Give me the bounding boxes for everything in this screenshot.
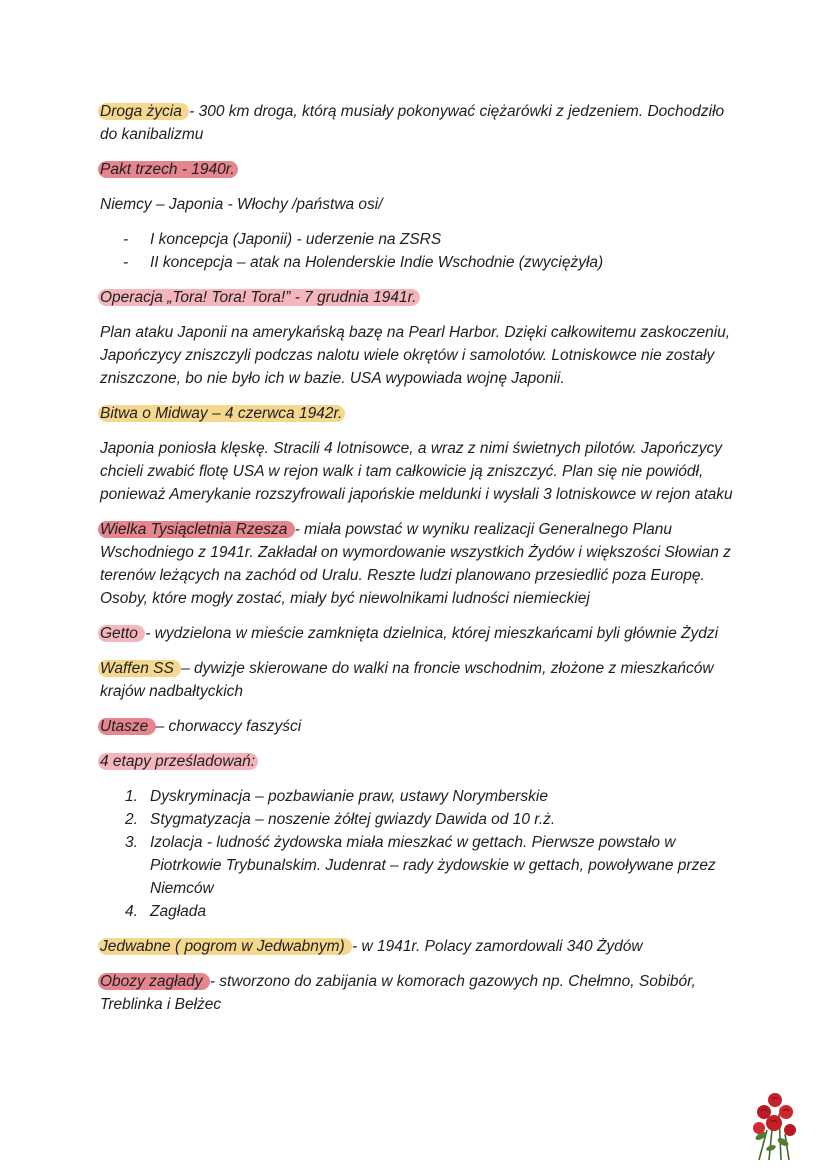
midway-heading [100, 402, 740, 425]
droga-term: Droga życia [98, 103, 189, 120]
pakt-intro: Niemcy – Japonia - Włochy /państwa osi/ [100, 196, 383, 213]
droga-paragraph [100, 100, 740, 146]
list-item: - II koncepcja – atak na Holenderskie Indie Wschodnie (zwyciężyła) [100, 251, 740, 274]
list-text: Dyskryminacja – pozbawianie praw, ustawy Norymberskie [150, 788, 548, 805]
list-item [100, 785, 740, 808]
etapy-term: 4 etapy prześladowań: [98, 753, 258, 770]
list-item [100, 900, 740, 923]
jedwabne-text: - w 1941r. Polacy zamordowali 340 Żydów [351, 938, 643, 955]
waffen-paragraph [100, 657, 740, 703]
operacja-text: Plan ataku Japonii na amerykańską bazę na Pearl Harbor. Dzięki całkowitemu zaskoczeniu, Japończycy zniszczyli podczas nalotu wiele okrętów i samolotów. Lotniskowce nie zostały zniszczone, bo nie było ich w bazie. USA wypowiada wojnę Japonii. [100, 324, 731, 387]
jedwabne-paragraph [100, 935, 740, 958]
utasze-text: – chorwaccy faszyści [155, 718, 302, 735]
operacja-heading [100, 286, 740, 309]
waffen-term: Waffen SS [98, 660, 181, 677]
list-number: 1. [125, 788, 138, 805]
roses-icon [745, 1090, 803, 1162]
list-text: Izolacja - ludność żydowska miała mieszkać w gettach. Pierwsze powstało w Piotrkowie Trybunalskim. Judenrat – rady żydowskie w gettach, powoływane przez Niemców [150, 834, 716, 897]
utasze-term: Utasze [98, 718, 156, 735]
obozy-paragraph [100, 970, 740, 1016]
droga-text: - 300 km droga, którą musiały pokonywać ciężarówki z jedzeniem. Dochodziło do kanibalizmu [100, 103, 725, 143]
getto-term: Getto [98, 625, 145, 642]
getto-paragraph [100, 622, 740, 645]
document-page [100, 100, 740, 1016]
obozy-term: Obozy zagłady [98, 973, 210, 990]
rzesza-term: Wielka Tysiącletnia Rzesza [98, 521, 295, 538]
list-item [100, 831, 740, 900]
obozy-text: - stworzono do zabijania w komorach gazowych np. Chełmno, Sobibór, Treblinka i Bełżec [100, 973, 696, 1013]
pakt-heading [100, 158, 740, 181]
midway-text: Japonia poniosła klęskę. Stracili 4 lotnisowce, a wraz z nimi świetnych pilotów. Japończycy chcieli zwabić flotę USA w rejon walk i tam całkowicie ją zniszczyć. Plan się nie powiódł, ponieważ Amerykanie rozszyfrowali japońskie meldunki i wysłali 3 lotniskowce w rejon ataku [100, 440, 733, 503]
list-number: 3. [125, 834, 138, 851]
rzesza-text: - miała powstać w wyniku realizacji Generalnego Planu Wschodniego z 1941r. Zakładał on wymordowanie wszystkich Żydów i większości Słowian z terenów leżących na zachód od Uralu. Reszte ludzi planowano przesiedlić poza Europę. Osoby, które mogły zostać, miały być niewolnikami ludności niemieckiej [100, 521, 731, 607]
etapy-list [100, 785, 740, 923]
list-text: Stygmatyzacja – noszenie żółtej gwiazdy Dawida od 10 r.ż. [150, 811, 556, 828]
getto-text: - wydzielona w mieście zamknięta dzielnica, której mieszkańcami byli głównie Żydzi [145, 625, 719, 642]
utasze-paragraph [100, 715, 740, 738]
rzesza-paragraph [100, 518, 740, 610]
list-item: - I koncepcja (Japonii) - uderzenie na ZSRS [100, 228, 740, 251]
etapy-heading [100, 750, 740, 773]
list-item [100, 808, 740, 831]
operacja-term: Operacja „Tora! Tora! Tora!” - 7 grudnia 1941r. [98, 289, 420, 306]
midway-term: Bitwa o Midway – 4 czerwca 1942r. [98, 405, 345, 422]
pakt-term: Pakt trzech - 1940r. [98, 161, 238, 178]
list-text: Zagłada [150, 903, 207, 920]
list-number: 4. [125, 903, 138, 920]
jedwabne-term: Jedwabne ( pogrom w Jedwabnym) [98, 938, 352, 955]
waffen-text: – dywizje skierowane do walki na froncie wschodnim, złożone z mieszkańców krajów nadbałtyckich [100, 660, 714, 700]
list-number: 2. [125, 811, 138, 828]
pakt-list [100, 228, 740, 274]
